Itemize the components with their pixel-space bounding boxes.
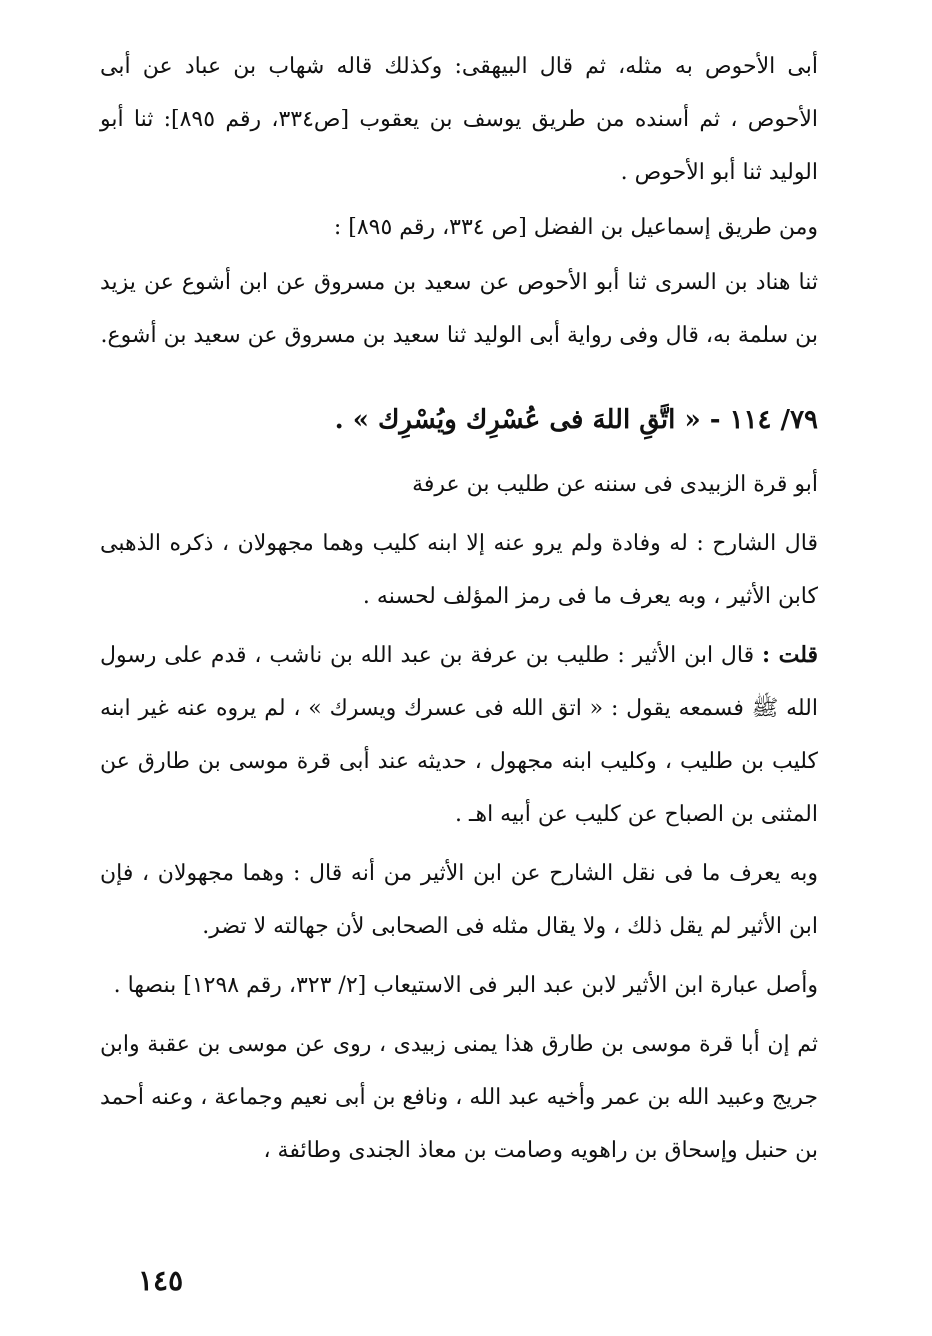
paragraph-isnad-intro: ومن طريق إسماعيل بن الفضل [ص ٣٣٤، رقم ٨٩٥] : — [333, 215, 818, 240]
qult-label: قلت : — [761, 642, 819, 668]
sharih-paragraph: قال الشارح : له وفادة ولم يرو عنه إلا ابنه كليب وهما مجهولان ، ذكره الذهبى كابن الأثير ، وبه يعرف ما فى رمز المؤلف لحسنه . — [100, 531, 818, 609]
qult-text: قال ابن الأثير : طليب بن عرفة بن عبد الله بن ناشب ، قدم على رسول الله ﷺ فسمعه يقول : « اتق الله فى عسرك ويسرك » ، لم يروه عنه غير ابنه كليب بن طليب ، وكليب ابنه مجهول ، حديثه عند أبى قرة موسى بن طارق عن المثنى بن الصباح عن كليب عن أبيه اهـ . — [100, 643, 819, 827]
qult-paragraph — [100, 629, 818, 841]
source-line: أبو قرة الزبيدى فى سننه عن طليب بن عرفة — [412, 472, 818, 497]
paragraph-narrator: ثم إن أبا قرة موسى بن طارق هذا يمنى زبيدى ، روى عن موسى بن عقبة وابن جريج وعبيد الله بن عمر وأخيه عبد الله ، ونافع بن أبى نعيم وجماعة ، وعنه أحمد بن حنبل وإسحاق بن راهويه وصامت بن معاذ الجندى وطائفة ، — [100, 1032, 818, 1163]
paragraph-continuation: أبى الأحوص به مثله، ثم قال البيهقى: وكذلك قاله شهاب بن عباد عن أبى الأحوص ، ثم أسنده من طريق يوسف بن يعقوب [ص٣٣٤، رقم ٨٩٥]: ثنا أبو الوليد ثنا أبو الأحوص . — [100, 54, 818, 185]
paragraph-origin: وأصل عبارة ابن الأثير لابن عبد البر فى الاستيعاب [٢/ ٣٢٣، رقم ١٢٩٨] بنصها . — [113, 973, 818, 998]
top-text-block — [100, 40, 818, 362]
page-number: ١٤٥ — [138, 1264, 184, 1297]
paragraph-isnad: ثنا هناد بن السرى ثنا أبو الأحوص عن سعيد بن مسروق عن ابن أشوع عن يزيد بن سلمة به، قال وفى رواية أبى الوليد ثنا سعيد بن مسروق عن سعيد بن أشوع. — [100, 270, 818, 348]
paragraph-critique: وبه يعرف ما فى نقل الشارح عن ابن الأثير من أنه قال : وهما مجهولان ، فإن ابن الأثير لم يقل ذلك ، ولا يقال مثله فى الصحابى لأن جهالته لا تضر. — [100, 861, 818, 939]
hadith-heading: ٧٩/ ١١٤ - « اتَّقِ اللهَ فى عُسْرِك ويُسْرِك » . — [334, 405, 818, 435]
middle-text-block — [100, 458, 818, 1177]
